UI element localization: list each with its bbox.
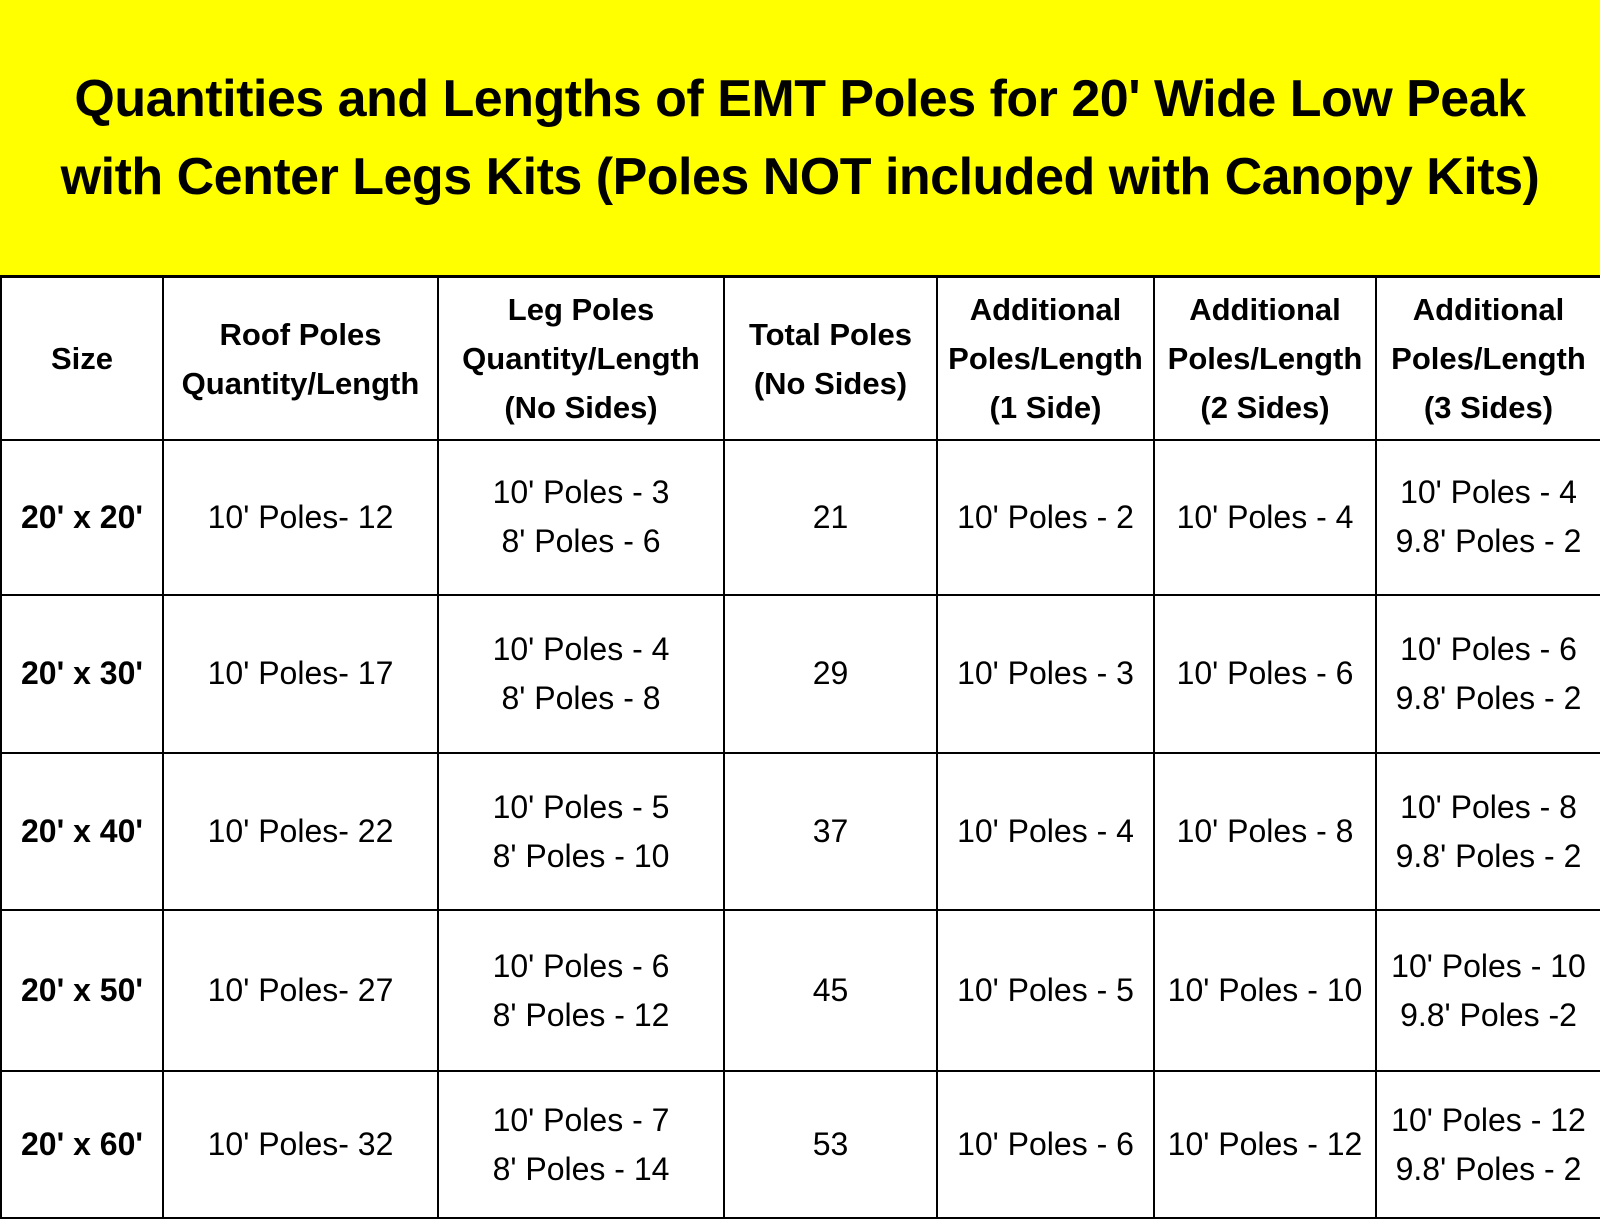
total-poles-cell: 21: [724, 440, 937, 595]
leg-poles-cell: 10' Poles - 6 8' Poles - 12: [438, 910, 724, 1071]
header-roof-poles: Roof Poles Quantity/Length: [163, 277, 438, 440]
pole-quantities-table: [0, 276, 1600, 1219]
size-cell: 20' x 20': [1, 440, 163, 595]
table-row: [1, 440, 1600, 595]
leg-poles-cell: 10' Poles - 3 8' Poles - 6: [438, 440, 724, 595]
total-poles-cell: 37: [724, 753, 937, 911]
title-banner: [0, 0, 1600, 278]
total-poles-cell: 45: [724, 910, 937, 1071]
additional-1-side-cell: 10' Poles - 4: [937, 753, 1154, 911]
additional-3-sides-cell: 10' Poles - 4 9.8' Poles - 2: [1376, 440, 1600, 595]
additional-3-sides-cell: 10' Poles - 10 9.8' Poles -2: [1376, 910, 1600, 1071]
header-total-poles: Total Poles (No Sides): [724, 277, 937, 440]
leg-poles-cell: 10' Poles - 5 8' Poles - 10: [438, 753, 724, 911]
header-size: Size: [1, 277, 163, 440]
additional-2-sides-cell: 10' Poles - 8: [1154, 753, 1376, 911]
additional-2-sides-cell: 10' Poles - 10: [1154, 910, 1376, 1071]
additional-2-sides-cell: 10' Poles - 4: [1154, 440, 1376, 595]
additional-1-side-cell: 10' Poles - 2: [937, 440, 1154, 595]
title-line-1: Quantities and Lengths of EMT Poles for 20' Wide Low Peak: [74, 69, 1526, 128]
size-cell: 20' x 60': [1, 1071, 163, 1218]
header-additional-2-sides: Additional Poles/Length (2 Sides): [1154, 277, 1376, 440]
roof-poles-cell: 10' Poles- 27: [163, 910, 438, 1071]
additional-3-sides-cell: 10' Poles - 6 9.8' Poles - 2: [1376, 595, 1600, 753]
total-poles-cell: 29: [724, 595, 937, 753]
header-additional-1-side: Additional Poles/Length (1 Side): [937, 277, 1154, 440]
additional-3-sides-cell: 10' Poles - 8 9.8' Poles - 2: [1376, 753, 1600, 911]
leg-poles-cell: 10' Poles - 7 8' Poles - 14: [438, 1071, 724, 1218]
table-row: [1, 1071, 1600, 1218]
total-poles-cell: 53: [724, 1071, 937, 1218]
table-row: [1, 753, 1600, 911]
roof-poles-cell: 10' Poles- 32: [163, 1071, 438, 1218]
size-cell: 20' x 40': [1, 753, 163, 911]
additional-1-side-cell: 10' Poles - 5: [937, 910, 1154, 1071]
header-additional-3-sides: Additional Poles/Length (3 Sides): [1376, 277, 1600, 440]
title-line-2: with Center Legs Kits (Poles NOT included with Canopy Kits): [60, 147, 1540, 206]
table-row: [1, 910, 1600, 1071]
roof-poles-cell: 10' Poles- 12: [163, 440, 438, 595]
table-row: [1, 595, 1600, 753]
additional-2-sides-cell: 10' Poles - 6: [1154, 595, 1376, 753]
header-row: [1, 277, 1600, 440]
roof-poles-cell: 10' Poles- 22: [163, 753, 438, 911]
size-cell: 20' x 50': [1, 910, 163, 1071]
additional-1-side-cell: 10' Poles - 3: [937, 595, 1154, 753]
roof-poles-cell: 10' Poles- 17: [163, 595, 438, 753]
leg-poles-cell: 10' Poles - 4 8' Poles - 8: [438, 595, 724, 753]
additional-1-side-cell: 10' Poles - 6: [937, 1071, 1154, 1218]
size-cell: 20' x 30': [1, 595, 163, 753]
header-leg-poles: Leg Poles Quantity/Length (No Sides): [438, 277, 724, 440]
additional-2-sides-cell: 10' Poles - 12: [1154, 1071, 1376, 1218]
additional-3-sides-cell: 10' Poles - 12 9.8' Poles - 2: [1376, 1071, 1600, 1218]
